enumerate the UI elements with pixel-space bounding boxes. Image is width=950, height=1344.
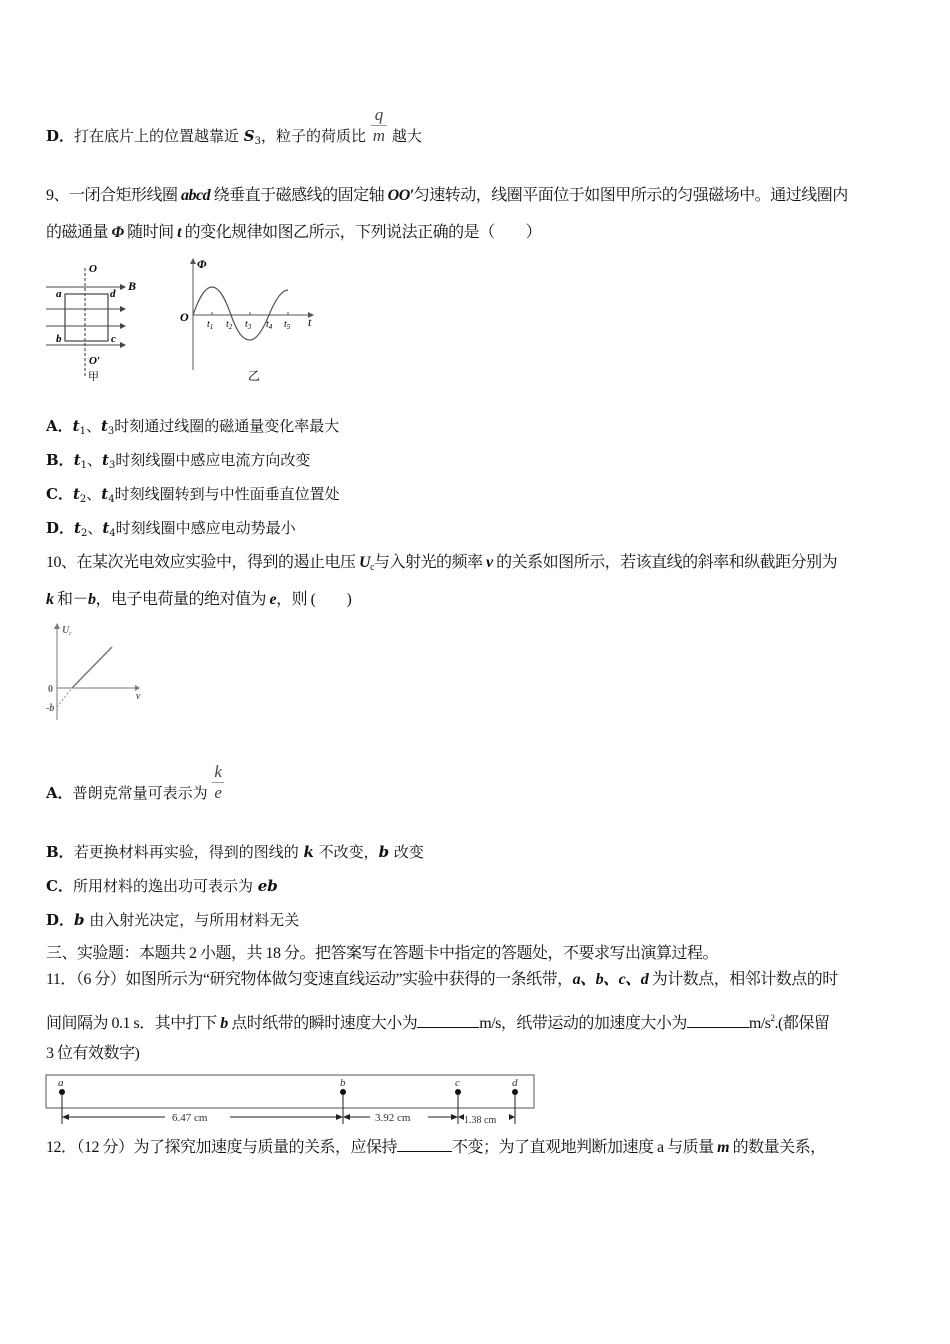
q9-option-c[interactable]: C．$t_2$、$t_4$时刻线圈转到与中性面垂直位置处 bbox=[46, 485, 340, 505]
svg-text:6.47 cm: 6.47 cm bbox=[172, 1112, 208, 1124]
svg-text:Φ: Φ bbox=[197, 257, 207, 271]
figure-uc-vs-frequency-graph bbox=[40, 615, 160, 725]
q10-option-b[interactable]: B．若更换材料再实验，得到的图线的 k 不改变，b 改变 bbox=[46, 843, 424, 861]
fraction-k-over-e: $\frac{k}{e}$ bbox=[214, 761, 222, 802]
q11-line3: 3 位有效数字) bbox=[46, 1045, 140, 1062]
figure-jia-coil-diagram bbox=[40, 250, 180, 390]
q11-line1: 11．（6 分）如图所示为“研究物体做匀变速直线运动”实验中获得的一条纸带，a、b、c、d 为计数点，相邻计数点的时 bbox=[46, 971, 838, 988]
svg-text:O′: O′ bbox=[89, 355, 101, 367]
svg-text:c: c bbox=[455, 1077, 460, 1089]
q10-option-c[interactable]: C．所用材料的逸出功可表示为 eb bbox=[46, 877, 278, 895]
svg-text:t4: $t_4$ bbox=[266, 319, 273, 331]
answer-blank-acceleration[interactable] bbox=[687, 1013, 749, 1028]
q12-line1: 12．（12 分）为了探究加速度与质量的关系，应保持 不变；为了直观地判断加速度 a 与质量 m 的数量关系， bbox=[46, 1139, 826, 1156]
svg-text:t3: $t_3$ bbox=[245, 319, 252, 331]
svg-text:O: O bbox=[180, 310, 189, 324]
q10-option-d[interactable]: D．b 由入射光决定，与所用材料无关 bbox=[46, 911, 300, 929]
svg-text:乙: 乙 bbox=[248, 369, 261, 383]
q10-option-a[interactable]: A．普朗克常量可表示为 $\frac{k}{e}$ bbox=[46, 761, 222, 802]
svg-text:c: c bbox=[69, 631, 72, 637]
svg-text:0: 0 bbox=[48, 684, 53, 695]
svg-text:甲: 甲 bbox=[88, 370, 99, 383]
svg-text:b: b bbox=[56, 333, 62, 345]
svg-text:1.38 cm: 1.38 cm bbox=[464, 1115, 497, 1126]
q11-line2: 间间隔为 0.1 s．其中打下 b 点时纸带的瞬时速度大小为 m/s，纸带运动的加速度大小为 $m/s^2$.(都保留 bbox=[46, 1013, 830, 1032]
svg-text:t: t bbox=[308, 315, 312, 329]
svg-text:B: B bbox=[128, 279, 137, 293]
answer-blank-constant[interactable] bbox=[397, 1137, 452, 1152]
option-label: D． bbox=[46, 127, 75, 145]
svg-text:-b: -b bbox=[46, 703, 55, 714]
figure-yi-flux-graph bbox=[170, 250, 330, 390]
svg-text:d: d bbox=[512, 1077, 518, 1089]
svg-text:a: a bbox=[56, 288, 62, 300]
svg-text:d: d bbox=[110, 288, 116, 300]
q9-option-d[interactable]: D．$t_2$、$t_4$时刻线圈中感应电动势最小 bbox=[46, 519, 296, 539]
q8-option-d: D．打在底片上的位置越靠近 $S_3$，粒子的荷质比 $\frac{q}{m}$ 越大 bbox=[46, 104, 422, 147]
svg-text:c: c bbox=[111, 333, 116, 345]
svg-text:t5: $t_5$ bbox=[284, 319, 291, 331]
figure-paper-tape bbox=[40, 1070, 540, 1130]
svg-text:t2: $t_2$ bbox=[226, 319, 233, 331]
fraction-q-over-m: $\frac{q}{m}$ bbox=[372, 104, 386, 145]
svg-text:U: U bbox=[62, 625, 70, 636]
q9-option-b[interactable]: B．$t_1$、$t_3$时刻线圈中感应电流方向改变 bbox=[46, 451, 311, 471]
svg-text:a: a bbox=[58, 1077, 64, 1089]
svg-text:v: v bbox=[136, 691, 141, 702]
svg-text:O: O bbox=[89, 263, 97, 275]
q10-stem-line2: k 和－b，电子电荷量的绝对值为 e，则 ( ) bbox=[46, 591, 352, 608]
q9-stem-line1: 9、一闭合矩形线圈 abcd 绕垂直于磁感线的固定轴 OO′匀速转动，线圈平面位于如图甲所示的匀强磁场中。通过线圈内 bbox=[46, 187, 848, 204]
svg-text:b: b bbox=[340, 1077, 346, 1089]
svg-text:3.92 cm: 3.92 cm bbox=[375, 1112, 411, 1124]
section-heading: 三、实验题：本题共 2 小题，共 18 分。把答案写在答题卡中指定的答题处，不要求写出演算过程。 bbox=[46, 945, 719, 962]
svg-text:t1: $t_1$ bbox=[207, 319, 214, 331]
q9-option-a[interactable]: A．$t_1$、$t_3$时刻通过线圈的磁通量变化率最大 bbox=[46, 417, 340, 437]
answer-blank-velocity[interactable] bbox=[417, 1013, 479, 1028]
q9-stem-line2: 的磁通量 Φ 随时间 t 的变化规律如图乙所示，下列说法正确的是（ ） bbox=[46, 224, 542, 241]
q10-stem-line1: 10、在某次光电效应实验中，得到的遏止电压 $U_c$与入射光的频率 v 的关系如图所示，若该直线的斜率和纵截距分别为 bbox=[46, 554, 838, 573]
